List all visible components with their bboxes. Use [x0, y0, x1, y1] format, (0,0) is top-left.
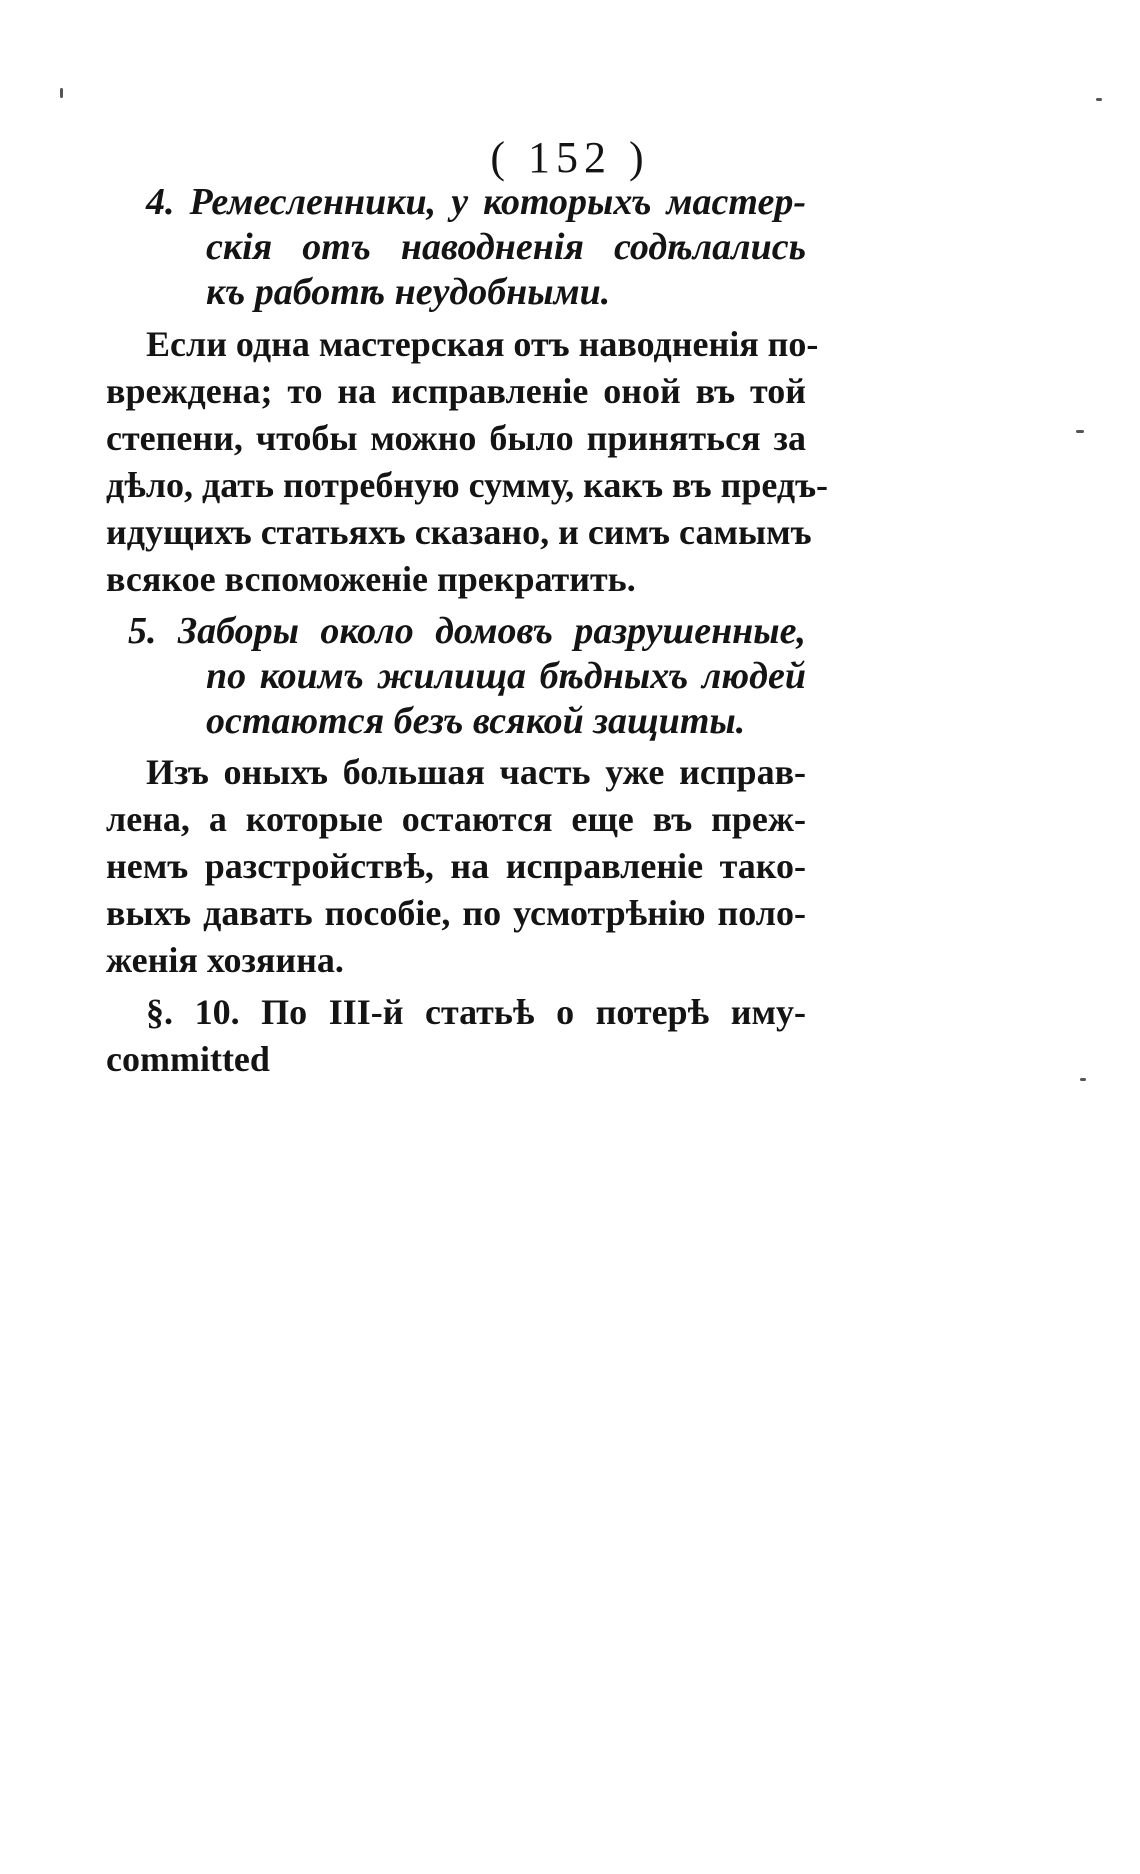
section-10-line-1: §. 10. По III-й статьѣ о потерѣ иму- — [146, 992, 806, 1032]
paragraph-1-line-1: Если одна мастерская отъ наводненія по- — [146, 324, 819, 364]
heading-5-line-3: остаются безъ всякой защиты. — [206, 700, 746, 742]
paragraph-2-line-5: женія хозяина. — [106, 940, 344, 980]
speck — [1096, 98, 1102, 101]
paragraph-1-line-6: всякое вспоможеніе прекратить. — [106, 559, 636, 599]
section-10-line-2: committed — [106, 1039, 270, 1079]
heading-4-line-2: скія отъ наводненія содѣлались — [206, 226, 806, 268]
heading-5-line-1: 5. Заборы около домовъ разрушенные, — [128, 610, 806, 652]
paragraph-2-line-2: лена, а которые остаются еще въ преж- — [106, 799, 806, 839]
speck — [1076, 430, 1084, 433]
speck — [1080, 1078, 1086, 1081]
paragraph-1-line-3: степени, чтобы можно было приняться за — [106, 418, 806, 458]
heading-4-line-3: къ работѣ неудобными. — [206, 271, 611, 313]
page-number: ( 152 ) — [490, 133, 650, 182]
paragraph-2-line-1: Изъ оныхъ большая часть уже исправ- — [146, 752, 806, 792]
speck — [60, 88, 63, 98]
paragraph-1-line-2: вреждена; то на исправленіе оной въ той — [106, 371, 806, 411]
paragraph-1-line-5: идущихъ статьяхъ сказано, и симъ самымъ — [106, 512, 812, 552]
paragraph-2-line-4: выхъ давать пособіе, по усмотрѣнію поло- — [106, 893, 806, 933]
paragraph-2-line-3: немъ разстройствѣ, на исправленіе тако- — [106, 846, 806, 886]
heading-5-line-2: по коимъ жилища бѣдныхъ людей — [206, 655, 806, 697]
paragraph-1-line-4: дѣло, дать потребную сумму, какъ въ предъ- — [106, 465, 829, 505]
heading-4-line-1: 4. Ремесленники, у которыхъ мастер- — [146, 181, 806, 223]
